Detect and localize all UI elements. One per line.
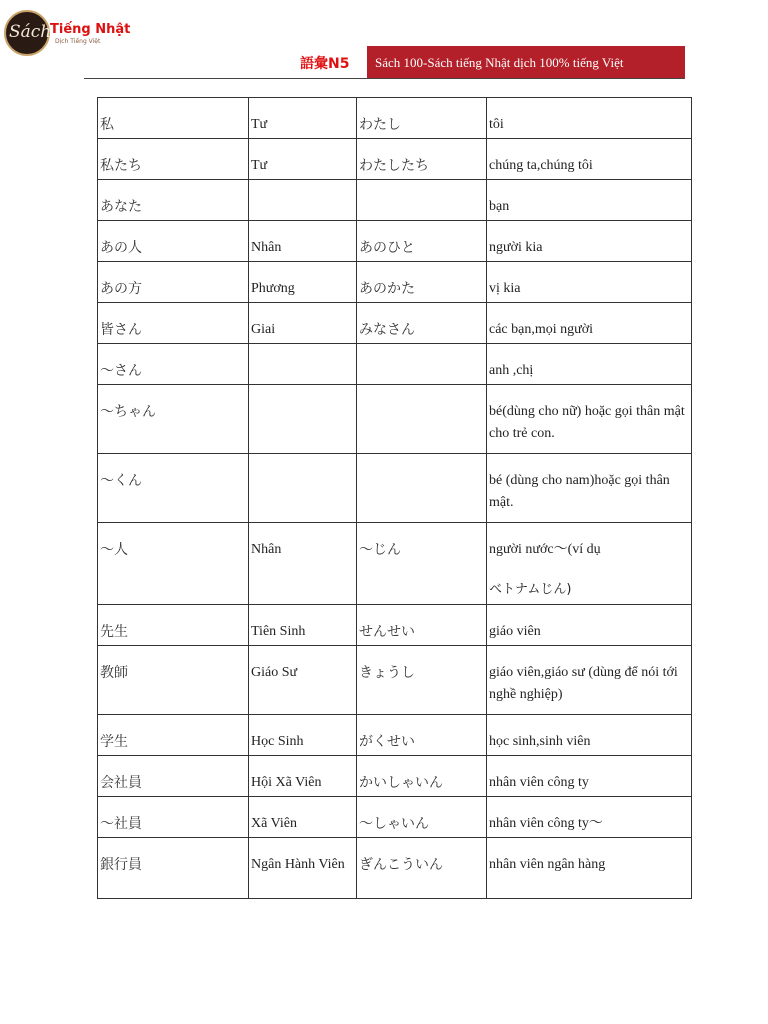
kanji-cell: あの方 [98, 262, 249, 303]
table-row [98, 180, 692, 221]
table-row [98, 646, 692, 715]
kanji-cell: 私たち [98, 139, 249, 180]
meaning-cell: giáo viên [487, 605, 692, 646]
hanviet-cell [249, 344, 357, 385]
meaning-cell: bé(dùng cho nữ) hoặc gọi thân mật cho trẻ con. [487, 385, 692, 454]
table-row [98, 715, 692, 756]
table-row [98, 756, 692, 797]
kanji-cell: 先生 [98, 605, 249, 646]
kana-cell [357, 344, 487, 385]
vocabulary-table [97, 97, 692, 899]
kana-cell: みなさん [357, 303, 487, 344]
meaning-cell: anh ,chị [487, 344, 692, 385]
kana-cell: せんせい [357, 605, 487, 646]
meaning-cell: tôi [487, 98, 692, 139]
kanji-cell: ～人 [98, 523, 249, 605]
kana-cell: ～じん [357, 523, 487, 605]
header-banner: Sách 100-Sách tiếng Nhật dịch 100% tiếng Việt [367, 46, 685, 79]
hanviet-cell: Ngân Hành Viên [249, 838, 357, 899]
meaning-cell: học sinh,sinh viên [487, 715, 692, 756]
hanviet-cell: Giáo Sư [249, 646, 357, 715]
meaning-cell: nhân viên công ty [487, 756, 692, 797]
meaning-cell: các bạn,mọi người [487, 303, 692, 344]
hanviet-cell: Tư [249, 98, 357, 139]
table-row [98, 303, 692, 344]
brand-logo [4, 10, 134, 58]
logo-mark [4, 10, 50, 56]
table-row [98, 139, 692, 180]
meaning-cell: chúng ta,chúng tôi [487, 139, 692, 180]
logo-brand-text: Tiếng Nhật [50, 22, 131, 37]
table-row [98, 838, 692, 899]
vocab-level-label: 語彙N5 [300, 56, 350, 72]
table-row [98, 344, 692, 385]
header-divider [84, 78, 684, 79]
logo-subtitle: Dịch Tiếng Việt [55, 38, 101, 45]
kanji-cell: あなた [98, 180, 249, 221]
kanji-cell: ～ちゃん [98, 385, 249, 454]
meaning-cell: bạn [487, 180, 692, 221]
meaning-cell: giáo viên,giáo sư (dùng để nói tới nghề nghiệp) [487, 646, 692, 715]
table-row [98, 454, 692, 523]
kana-cell: かいしゃいん [357, 756, 487, 797]
hanviet-cell: Giai [249, 303, 357, 344]
kana-cell: あのひと [357, 221, 487, 262]
table-row [98, 221, 692, 262]
kana-cell [357, 180, 487, 221]
meaning-cell: người kia [487, 221, 692, 262]
meaning-cell: nhân viên ngân hàng [487, 838, 692, 899]
kanji-cell: 私 [98, 98, 249, 139]
kanji-cell: 銀行員 [98, 838, 249, 899]
hanviet-cell: Xã Viên [249, 797, 357, 838]
hanviet-cell: Nhân [249, 523, 357, 605]
meaning-cell: bé (dùng cho nam)hoặc gọi thân mật. [487, 454, 692, 523]
kanji-cell: あの人 [98, 221, 249, 262]
hanviet-cell: Nhân [249, 221, 357, 262]
kana-cell: がくせい [357, 715, 487, 756]
hanviet-cell: Tiên Sinh [249, 605, 357, 646]
table-row [98, 797, 692, 838]
kana-cell: あのかた [357, 262, 487, 303]
table-row [98, 262, 692, 303]
kanji-cell: ～くん [98, 454, 249, 523]
logo-mark-text: Sách [9, 22, 52, 42]
kana-cell: わたしたち [357, 139, 487, 180]
table-row [98, 523, 692, 605]
kana-cell: ぎんこういん [357, 838, 487, 899]
kanji-cell: ～社員 [98, 797, 249, 838]
hanviet-cell: Phương [249, 262, 357, 303]
kana-cell: きょうし [357, 646, 487, 715]
meaning-cell: vị kia [487, 262, 692, 303]
meaning-cell: nhân viên công ty～ [487, 797, 692, 838]
table-row [98, 385, 692, 454]
hanviet-cell [249, 454, 357, 523]
kana-cell [357, 454, 487, 523]
kana-cell [357, 385, 487, 454]
kanji-cell: ～さん [98, 344, 249, 385]
kana-cell: ～しゃいん [357, 797, 487, 838]
meaning-cell [487, 523, 692, 605]
kanji-cell: 教師 [98, 646, 249, 715]
hanviet-cell [249, 180, 357, 221]
meaning-example: ベトナムじん) [489, 582, 572, 597]
hanviet-cell: Hội Xã Viên [249, 756, 357, 797]
kanji-cell: 会社員 [98, 756, 249, 797]
table-row [98, 605, 692, 646]
hanviet-cell: Tư [249, 139, 357, 180]
hanviet-cell: Học Sinh [249, 715, 357, 756]
kana-cell: わたし [357, 98, 487, 139]
hanviet-cell [249, 385, 357, 454]
meaning-text: người nước～(ví dụ [489, 542, 601, 557]
kanji-cell: 皆さん [98, 303, 249, 344]
kanji-cell: 学生 [98, 715, 249, 756]
table-row [98, 98, 692, 139]
